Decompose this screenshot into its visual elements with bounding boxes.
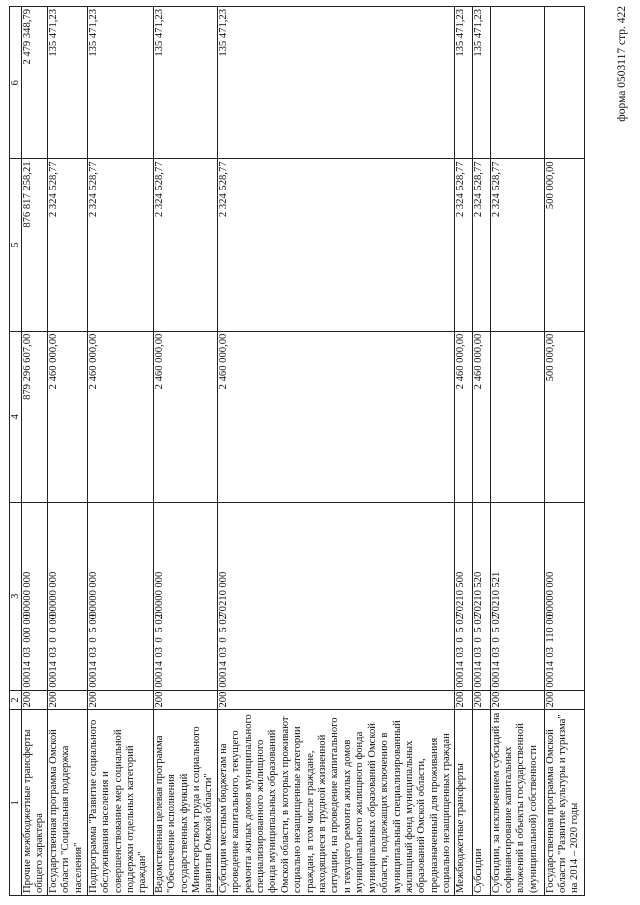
row-name: Подпрограмма "Развитие социального обслуживания населения и совершенствование мер социальной поддержки отдельных категорий граждан": [87, 710, 153, 896]
code-part: 02: [217, 614, 229, 625]
table-row: [87, 7, 153, 896]
code-part: 521: [490, 571, 502, 588]
code-part: 03: [544, 647, 556, 658]
code-part: 5: [472, 627, 484, 633]
row-name: Государственная программа Омской области "Развитие культуры и туризма" на 2014 – 2020 годы: [544, 710, 584, 896]
code-part: 14: [87, 661, 99, 672]
code-part: 00: [87, 614, 99, 625]
code-part: 000: [47, 571, 59, 588]
row-line-code: 200: [544, 690, 584, 710]
code-part: 14: [47, 661, 59, 672]
row-col-4: 500 000,00: [544, 331, 584, 502]
row-col-4: 879 296 607,00: [22, 331, 48, 502]
code-part: 00000: [22, 590, 33, 617]
code-part: 0: [22, 627, 33, 633]
code-part: 03: [22, 647, 33, 658]
code-part: 0: [490, 637, 502, 643]
row-line-code: 200: [472, 690, 490, 710]
table-row: [454, 7, 472, 896]
row-classification-code: [217, 502, 454, 690]
row-name: Межбюджетные трансферты: [454, 710, 472, 896]
code-part: 500: [454, 571, 466, 588]
row-col-5: 876 817 258,21: [22, 159, 48, 331]
code-part: 520: [472, 571, 484, 588]
row-col-5: 2 324 528,77: [87, 159, 153, 331]
code-part: 0: [87, 637, 99, 643]
code-part: 03: [153, 647, 165, 658]
row-classification-code: [544, 502, 584, 690]
code-part: 000: [217, 571, 229, 588]
row-classification-code: [47, 502, 87, 690]
table-row: [22, 7, 48, 896]
row-col-4: 2 460 000,00: [472, 331, 490, 502]
code-part: 0: [47, 637, 59, 643]
code-part: 02: [472, 614, 484, 625]
code-part: 5: [153, 627, 165, 633]
code-part: 000: [47, 671, 59, 688]
row-name: Государственная программа Омской области "Социальная поддержка населения": [47, 710, 87, 896]
code-part: 000: [87, 571, 99, 588]
form-label: форма 0503117 стр. 422: [616, 6, 628, 122]
code-part: 000: [544, 571, 556, 588]
code-part: 03: [217, 647, 229, 658]
table-row: [472, 7, 490, 896]
row-name: Ведомственная целевая программа "Обеспечение исполнения государственных функций Министерством труда и социального развития Омской области": [153, 710, 217, 896]
code-part: 14: [490, 661, 502, 672]
header-col-1: 1: [10, 710, 22, 896]
code-part: 0: [153, 637, 165, 643]
row-col-5: 500 000,00: [544, 159, 584, 331]
header-col-3: 3: [10, 502, 22, 690]
table-row: [544, 7, 584, 896]
row-col-6: 135 471,23: [153, 7, 217, 159]
table-row: [47, 7, 87, 896]
header-row: [10, 7, 22, 896]
code-part: 000: [87, 671, 99, 688]
code-part: 00: [47, 614, 59, 625]
row-col-6: 135 471,23: [217, 7, 454, 159]
code-part: 03: [490, 647, 502, 658]
row-col-6: 135 471,23: [87, 7, 153, 159]
header-col-2: 2: [10, 690, 22, 710]
code-part: 0: [544, 627, 556, 633]
code-part: 00: [22, 614, 33, 625]
header-col-6: 6: [10, 7, 22, 159]
code-part: 000: [153, 671, 165, 688]
row-name: Субсидии: [472, 710, 490, 896]
row-col-4: 2 460 000,00: [153, 331, 217, 502]
row-line-code: 200: [47, 690, 87, 710]
row-line-code: 200: [454, 690, 472, 710]
code-part: 02: [454, 614, 466, 625]
row-col-6: 135 471,23: [47, 7, 87, 159]
row-col-6: 135 471,23: [472, 7, 490, 159]
table-row: [490, 7, 544, 896]
header-col-4: 4: [10, 331, 22, 502]
code-part: 70210: [490, 590, 502, 617]
row-line-code: 200: [87, 690, 153, 710]
row-classification-code: [22, 502, 48, 690]
code-part: 14: [544, 661, 556, 672]
row-line-code: 200: [217, 690, 454, 710]
code-part: 14: [472, 661, 484, 672]
code-part: 14: [454, 661, 466, 672]
code-part: 000: [22, 671, 33, 688]
row-col-5: 2 324 528,77: [472, 159, 490, 331]
row-col-6: [490, 7, 544, 159]
code-part: 70210: [472, 590, 484, 617]
code-part: 70210: [217, 590, 229, 617]
code-part: 03: [47, 647, 59, 658]
code-part: 00000: [47, 590, 59, 617]
row-col-6: 135 471,23: [454, 7, 472, 159]
row-col-5: 2 324 528,77: [490, 159, 544, 331]
code-part: 5: [87, 627, 99, 633]
code-part: 14: [217, 661, 229, 672]
row-name: Субсидии, за исключением субсидий на софинансирование капитальных вложений в объекты государственной (муниципальной) собственности: [490, 710, 544, 896]
code-part: 000: [544, 671, 556, 688]
code-part: 02: [153, 614, 165, 625]
row-classification-code: [454, 502, 472, 690]
row-line-code: 200: [153, 690, 217, 710]
code-part: 70210: [454, 590, 466, 617]
row-col-6: [544, 7, 584, 159]
row-col-4: 2 460 000,00: [217, 331, 454, 502]
row-name: Субсидии местным бюджетам на проведение капитального, текущего ремонта жилых домов муниципального специализированного жилищного фонда муниципальных образований Омской области, в которых проживают социально незащищенные категории граждан, в том числе граждане, находящиеся в трудной жизненной ситуации, на проведение капитального и текущего ремонта жилых домов муниципального жилищного фонда муниципальных образований Омской области, подлежащих включению в муниципальный специализированный жилищный фонд муниципальных образований Омской области, предназначенный для проживания социально незащищенных граждан: [217, 710, 454, 896]
code-part: 5: [454, 627, 466, 633]
code-part: 00: [22, 632, 33, 643]
code-part: 11: [544, 632, 556, 643]
code-part: 03: [472, 647, 484, 658]
code-part: 00000: [544, 590, 556, 617]
code-part: 00000: [153, 590, 165, 617]
code-part: 02: [490, 614, 502, 625]
table-row: [153, 7, 217, 896]
row-line-code: 200: [490, 690, 544, 710]
row-classification-code: [153, 502, 217, 690]
code-part: 0: [472, 637, 484, 643]
code-part: 03: [87, 647, 99, 658]
code-part: 000: [490, 671, 502, 688]
row-col-5: 2 324 528,77: [47, 159, 87, 331]
code-part: 00000: [87, 590, 99, 617]
row-col-6: 2 479 348,79: [22, 7, 48, 159]
row-col-4: 2 460 000,00: [47, 331, 87, 502]
code-part: 000: [153, 571, 165, 588]
code-part: 000: [217, 671, 229, 688]
code-part: 000: [472, 671, 484, 688]
table-row: [217, 7, 454, 896]
report-table: [9, 6, 585, 896]
row-col-4: 2 460 000,00: [454, 331, 472, 502]
code-part: 5: [490, 627, 502, 633]
code-part: 000: [454, 671, 466, 688]
code-part: 0: [454, 637, 466, 643]
code-part: 000: [22, 571, 33, 588]
row-classification-code: [87, 502, 153, 690]
row-col-5: 2 324 528,77: [217, 159, 454, 331]
code-part: 03: [454, 647, 466, 658]
header-col-5: 5: [10, 159, 22, 331]
code-part: 0: [217, 637, 229, 643]
row-col-5: 2 324 528,77: [454, 159, 472, 331]
row-line-code: 200: [22, 690, 48, 710]
row-col-4: 2 460 000,00: [87, 331, 153, 502]
code-part: 5: [217, 627, 229, 633]
code-part: 14: [153, 661, 165, 672]
row-col-5: 2 324 528,77: [153, 159, 217, 331]
row-classification-code: [490, 502, 544, 690]
code-part: 14: [22, 661, 33, 672]
code-part: 00: [544, 614, 556, 625]
row-classification-code: [472, 502, 490, 690]
row-col-4: [490, 331, 544, 502]
code-part: 0: [47, 627, 59, 633]
row-name: Прочие межбюджетные трансферты общего характера: [22, 710, 48, 896]
